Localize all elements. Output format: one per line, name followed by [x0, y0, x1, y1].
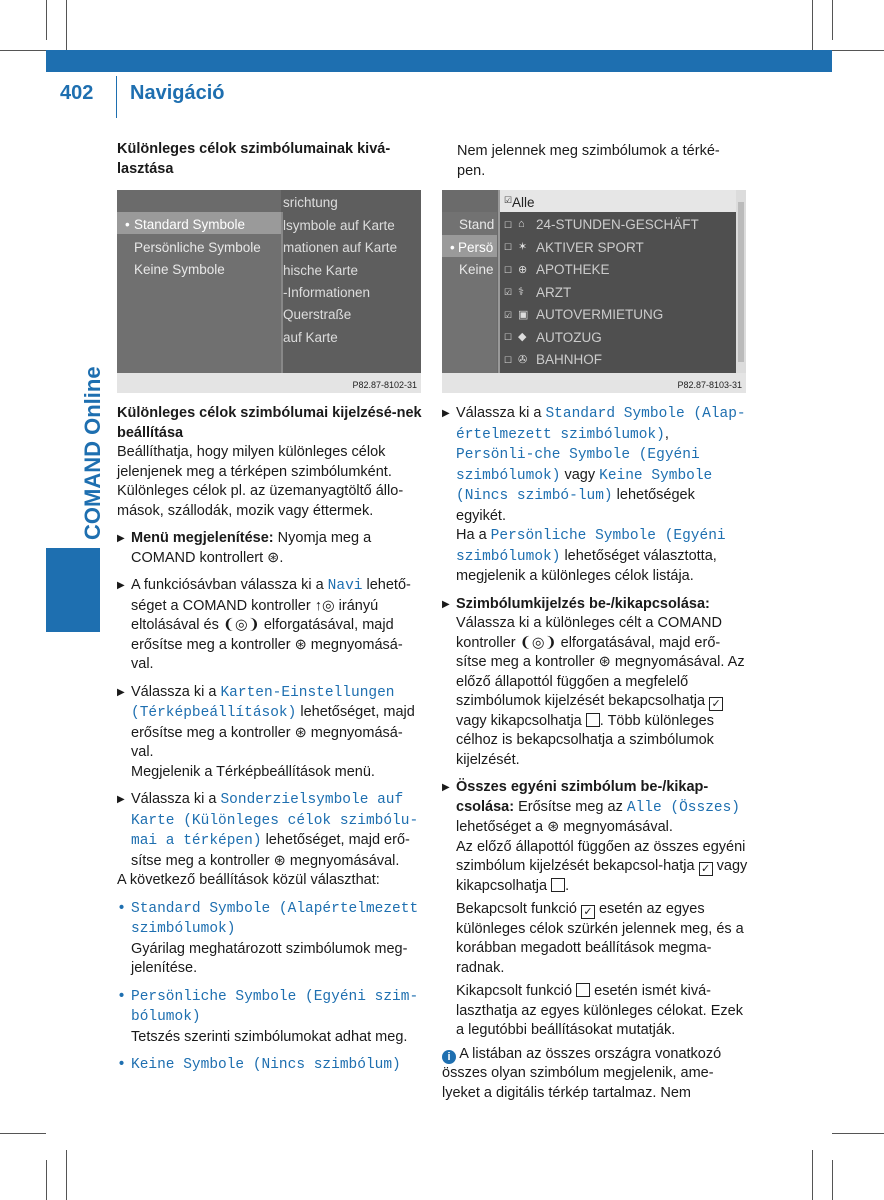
r3-e2: esetén ismét kivá-laszthatja az egyes különleges célokat. Ezek a legutóbbi beállításokat mutatják. [456, 983, 743, 1038]
sport-icon: ✶ [518, 241, 528, 253]
bg-menu-item: lsymbole auf Karte [283, 218, 395, 233]
page-title: Navigáció [130, 82, 225, 104]
crop-mark [46, 0, 47, 40]
right-column-top [457, 142, 747, 181]
step-4-a: Válassza ki a [131, 791, 217, 807]
r2-text3: . Több különleges célhoz is bekapcsolhatja a szimbólumok kijelzését. [456, 712, 714, 768]
r1-followup [442, 526, 748, 587]
info-icon: i [442, 1050, 456, 1064]
list-item[interactable]: BAHNHOF [536, 352, 603, 367]
car-rental-icon: ▣ [518, 309, 529, 321]
step-2 [117, 576, 423, 675]
list-header-highlight [500, 190, 736, 212]
store-icon: ⌂ [518, 218, 525, 230]
menu-item-standard[interactable]: Standard Symbole [134, 217, 246, 232]
r3-c2: vagy kikapcsolhatja [456, 858, 748, 894]
step-3-b: lehetőséget, majd erősítse meg a kontroller ⊛ megnyomásá-val. [131, 704, 415, 760]
figure-caption: P82.87-8102-31 [352, 380, 417, 390]
list-item[interactable]: ARZT [536, 285, 572, 300]
page-number: 402 [60, 82, 94, 104]
list-item[interactable]: AUTOVERMIETUNG [536, 307, 664, 322]
option-standard-label: Standard Symbole (Alapértelmezett szimbólumok) [131, 900, 419, 937]
r1-option-personal-2: Persönliche Symbole (Egyéni szimbólumok) [456, 528, 726, 565]
step-3 [117, 683, 423, 763]
empty-box-icon [551, 878, 565, 892]
r1-option-standard: Standard Symbole (Alap-értelmezett szimbólumok) [456, 406, 746, 443]
menu-item-personal[interactable]: Persönliche Symbole [134, 240, 261, 255]
left-item: Stand [459, 217, 495, 232]
section-heading: Különleges célok szimbólumai kijelzésé-nek beállítása [117, 405, 422, 441]
bg-menu-item: mationen auf Karte [283, 240, 398, 255]
check-icon: ☑ [504, 287, 513, 297]
step-3-result: Megjelenik a Térképbeállítások menü. [131, 763, 375, 780]
scrollbar-thumb[interactable] [738, 202, 744, 362]
car-train-icon: ◆ [518, 331, 527, 343]
r3-c: Az előző állapottól függően az összes egyéni szimbólum kijelzését bekapcsol-hatja [456, 838, 746, 874]
crop-mark [812, 1150, 813, 1200]
checked-box-icon: ✓ [709, 697, 723, 711]
step-4-b: lehetőséget, majd erő-sítse meg a kontroller ⊛ megnyomásával. [131, 832, 410, 869]
bg-menu-item: Querstraße [283, 307, 352, 322]
checkbox-icon: ☐ [504, 242, 513, 252]
header-divider [116, 76, 117, 118]
menu-bullet: • [125, 217, 130, 232]
right-step-3 [442, 778, 748, 838]
step-4 [117, 790, 423, 871]
checkbox-icon: ☐ [504, 220, 513, 230]
bg-menu-item: hische Karte [283, 263, 359, 278]
step-3-a: Válassza ki a [131, 683, 217, 700]
r3-e-line [442, 982, 748, 1041]
r1-or: vagy [564, 466, 596, 483]
checkbox-icon: ☐ [504, 332, 513, 342]
step-1 [117, 529, 423, 568]
crop-mark [66, 0, 67, 50]
doctor-icon: ⚕ [518, 286, 524, 298]
side-tab-marker [46, 548, 100, 632]
r3-option-all: Alle (Összes) [626, 799, 740, 816]
right-column-body [442, 404, 748, 1103]
r3-d: Bekapcsolt funkció [456, 901, 577, 917]
r3-d-line [442, 900, 748, 978]
screen-image-1 [117, 190, 421, 393]
list-item[interactable]: APOTHEKE [536, 262, 610, 277]
crop-mark [0, 1133, 46, 1134]
option-none-label: Keine Symbole (Nincs szimbólum) [131, 1057, 401, 1073]
r2-text: Válassza ki a különleges célt a COMAND kontroller ❨◎❩ elforgatásával, majd erő-sítse meg a kontroller ⊛ megnyomásával. Az előző állapottól függően a megfelelő szimbólumok kijelzését bekapcsolhatja [456, 615, 745, 709]
empty-box-icon [576, 983, 590, 997]
empty-box-icon [586, 713, 600, 727]
intro-text: Beállíthatja, hogy milyen különleges célok jelenjenek meg a térképen szimbólumként. Különleges célok pl. az üzemanyagtöltő állo-mások, szállodák, mozik vagy éttermek. [117, 444, 404, 519]
r1-b: lehetőségek egyikét. [456, 487, 695, 524]
r3-a: Erősítse meg az [518, 798, 623, 815]
r2-text2: vagy kikapcsolhatja [456, 712, 582, 729]
left-item: Keine [459, 262, 494, 277]
r1-d: lehetőséget választotta, megjelenik a különleges célok listája. [456, 547, 717, 584]
step-2-a: A funkciósávban válassza ki a [131, 577, 324, 593]
list-item[interactable]: 24-STUNDEN-GESCHÄFT [536, 217, 699, 232]
r1-option-none: Keine Symbole (Nincs szimbó-lum) [456, 467, 713, 504]
option-personal-desc: Tetszés szerinti szimbólumokat adhat meg. [131, 1028, 408, 1045]
crop-mark [832, 1133, 884, 1134]
right-step-2 [442, 595, 748, 771]
crop-mark [832, 0, 833, 40]
header-bar [46, 50, 832, 72]
list-item[interactable]: AKTIVER SPORT [536, 240, 644, 255]
menu-item-none[interactable]: Keine Symbole [134, 262, 225, 277]
r1-c: Ha a [456, 527, 487, 543]
step-3-option: Karten-Einstellungen (Térképbeállítások) [131, 684, 395, 721]
r3-c-line: Az előző állapottól függően az összes egyéni szimbólum kijelzését bekapcsol-hatja ✓ vagy kikapcsolhatja . [456, 838, 748, 894]
info-note [442, 1045, 748, 1104]
checked-box-icon: ✓ [699, 862, 713, 876]
crop-mark [46, 1160, 47, 1200]
checkbox-icon: ☐ [504, 265, 513, 275]
r2-bold: Szimbólumkijelzés be-/kikapcsolása: [456, 595, 710, 612]
option-standard [117, 899, 423, 940]
step-2-b: lehető-séget a COMAND kontroller ↑◎ irányú eltolásával és ❨◎❩ elforgatásával, majd erősítse meg a kontroller ⊛ megnyomásá-val. [131, 577, 411, 672]
list-header-item[interactable]: Alle [512, 195, 535, 210]
crop-mark [832, 50, 884, 51]
top-text: Nem jelennek meg szimbólumok a térké-pen. [457, 143, 720, 179]
checkbox-icon: ☐ [504, 355, 513, 365]
figure-caption: P82.87-8103-31 [677, 380, 742, 390]
train-station-icon: ✇ [518, 354, 528, 366]
step-1-bold: Menü megjelenítése: [131, 530, 274, 546]
option-standard-desc: Gyárilag meghatározott szimbólumok meg-jelenítése. [131, 940, 408, 976]
check-icon: ☑ [504, 195, 513, 205]
left-column [117, 140, 423, 179]
crop-mark [812, 0, 813, 50]
r1-option-personal: Persönli-che Symbole (Egyéni szimbólumok) [456, 447, 700, 484]
left-bullet: • [450, 240, 455, 255]
left-item: Persö [458, 240, 494, 255]
list-item[interactable]: AUTOZUG [536, 330, 602, 345]
crop-mark [66, 1150, 67, 1200]
choose-text: A következő beállítások közül választhat: [117, 872, 380, 888]
r3-b: lehetőséget a ⊛ megnyomásával. [456, 819, 673, 835]
crop-mark [832, 1160, 833, 1200]
step-2-option: Navi [327, 578, 363, 594]
r1-a: Válassza ki a [456, 405, 542, 421]
option-personal [117, 987, 423, 1028]
side-tab-label: COMAND Online [80, 366, 105, 540]
step-1-text: Nyomja meg a COMAND kontrollert ⊛. [131, 530, 372, 566]
pharmacy-icon: ⊕ [518, 264, 528, 276]
step-4-option: Sonderzielsymbole auf Karte (Különleges célok szimbólu-mai a térképen) [131, 792, 419, 849]
crop-mark [0, 50, 46, 51]
bg-menu-item: -Informationen [283, 285, 371, 300]
screen-image-2 [442, 190, 746, 393]
option-personal-label: Persönliche Symbole (Egyéni szim-bólumok) [131, 988, 419, 1025]
r3-bold: Összes egyéni szimbólum be-/kikap-csolása: [456, 779, 709, 815]
bg-menu-item: auf Karte [283, 330, 338, 345]
r3-d2: esetén az egyes különleges célok szürkén jelennek meg, és a korábban megadott beállítások megma-radnak. [456, 901, 744, 976]
r3-e: Kikapcsolt funkció [456, 983, 573, 999]
checked-box-icon: ✓ [581, 905, 595, 919]
option-none [117, 1055, 423, 1076]
bg-menu-item: srichtung [283, 195, 338, 210]
check-icon: ☑ [504, 310, 513, 320]
left-column-body [117, 404, 423, 1076]
right-step-1: ▶ Válassza ki a Standard Symbole (Alap-értelmezett szimbólumok), Persönli-che Symbole (Egyéni szimbólumok) vagy Keine Symbole (Nincs szimbó-lum) lehetőségek egyikét. [442, 404, 748, 526]
menu-panel [117, 212, 283, 373]
section-heading: Különleges célok szimbólumainak kivá-lasztása [117, 141, 391, 177]
info-text: A listában az összes országra vonatkozó összes olyan szimbólum megjelenik, ame-lyeket a digitális térkép tartalmaz. Nem [442, 1045, 722, 1101]
